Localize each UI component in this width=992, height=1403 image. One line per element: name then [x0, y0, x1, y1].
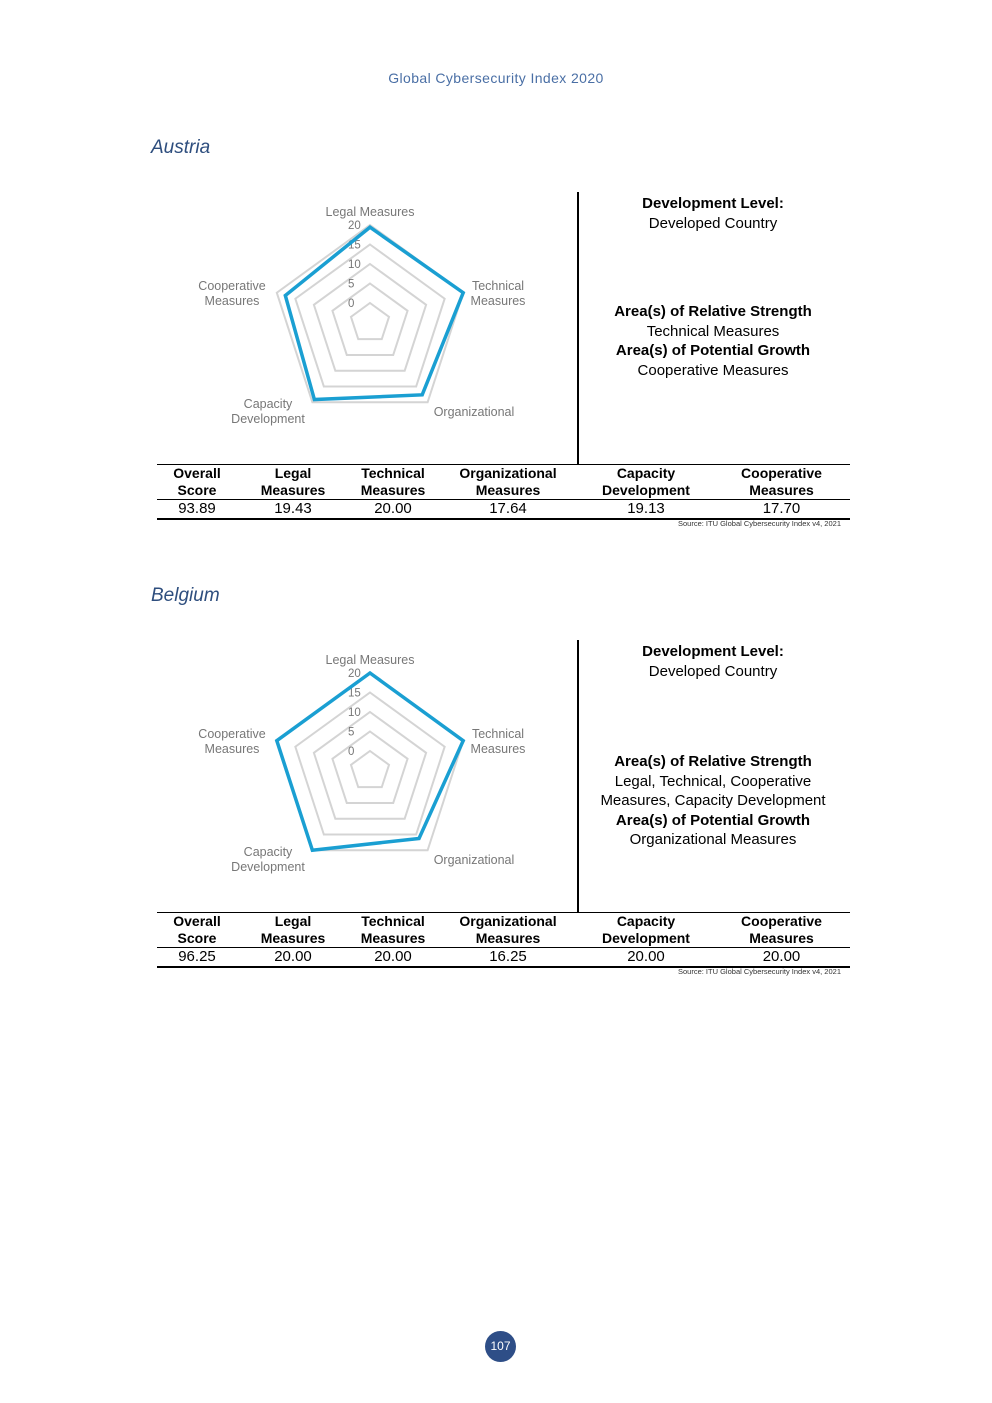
- col-cooperative-measures: Cooperative Measures: [713, 465, 850, 500]
- divider-line: [577, 192, 579, 464]
- score-table-header-row: [157, 913, 850, 948]
- col-legal-measures: Legal Measures: [237, 465, 349, 500]
- relative-strength-value: Technical Measures: [646, 322, 780, 340]
- col-technical-measures: Technical Measures: [349, 913, 437, 948]
- development-level-value: Developed Country: [648, 662, 778, 680]
- grid-ring-5: [332, 284, 407, 355]
- radar-chart: [190, 648, 540, 888]
- tick-label: 15: [348, 239, 361, 252]
- axis-label: Technical Measures: [470, 279, 526, 308]
- technical-score-value: 20.00: [349, 948, 437, 968]
- grid-ring-5: [332, 732, 407, 803]
- col-capacity-development: Capacity Development: [579, 913, 713, 948]
- areas-box: [584, 752, 842, 850]
- source-note: Source: ITU Global Cybersecurity Index v4, 2021: [678, 967, 841, 976]
- source-note: Source: ITU Global Cybersecurity Index v4, 2021: [678, 519, 841, 528]
- potential-growth-value: Cooperative Measures: [637, 361, 789, 379]
- country-section-austria: [0, 0, 992, 528]
- data-point: [313, 398, 316, 401]
- overall-score-value: 96.25: [157, 948, 237, 968]
- col-technical-measures: Technical Measures: [349, 465, 437, 500]
- grid-ring-20: [277, 225, 463, 402]
- development-level-box: [584, 194, 842, 233]
- cooperative-score-value: 20.00: [713, 948, 850, 968]
- country-title: Belgium: [151, 585, 220, 606]
- document-header: Global Cybersecurity Index 2020: [388, 70, 604, 86]
- axis-label: Cooperative Measures: [198, 727, 266, 756]
- country-section-belgium: [0, 448, 992, 976]
- axis-label: Capacity Development: [231, 845, 305, 874]
- relative-strength-value: Measures, Capacity Development: [600, 792, 826, 809]
- score-table: [157, 912, 850, 968]
- axis-label: Organizational: [433, 853, 515, 867]
- tick-label: 5: [348, 278, 355, 291]
- data-point: [418, 837, 421, 840]
- col-organizational-measures: Organizational Measures: [437, 913, 579, 948]
- data-point: [462, 739, 465, 742]
- grid-ring-0: [351, 303, 389, 339]
- grid-ring-0: [351, 751, 389, 787]
- legal-score-value: 19.43: [237, 500, 349, 520]
- data-point: [284, 294, 287, 297]
- data-point: [369, 672, 372, 675]
- cooperative-score-value: 17.70: [713, 500, 850, 520]
- tick-label: 20: [348, 668, 361, 680]
- divider-line: [577, 640, 579, 912]
- areas-box: [584, 302, 842, 380]
- relative-strength-value: Legal, Technical, Cooperative: [614, 772, 812, 790]
- axis-label: Technical Measures: [470, 727, 526, 756]
- tick-label: 10: [348, 707, 361, 719]
- tick-label: 0: [348, 746, 355, 758]
- development-level-value: Developed Country: [648, 214, 778, 232]
- development-level-box: [584, 642, 842, 681]
- page-number: 107: [485, 1331, 516, 1362]
- data-point: [369, 226, 372, 229]
- capacity-score-value: 19.13: [579, 500, 713, 520]
- axis-label: Legal Measures: [325, 653, 415, 667]
- col-overall-score: Overall Score: [157, 913, 237, 948]
- country-title: Austria: [151, 137, 211, 158]
- organizational-score-value: 16.25: [437, 948, 579, 968]
- data-point: [311, 849, 314, 852]
- data-point: [462, 291, 465, 294]
- radar-chart: [190, 200, 540, 440]
- col-legal-measures: Legal Measures: [237, 913, 349, 948]
- tick-label: 15: [348, 687, 361, 700]
- axis-label: Legal Measures: [325, 205, 415, 219]
- score-table-row: [157, 948, 850, 968]
- col-capacity-development: Capacity Development: [579, 465, 713, 500]
- organizational-score-value: 17.64: [437, 500, 579, 520]
- relative-strength-label: Area(s) of Relative Strength: [614, 753, 812, 770]
- tick-label: 20: [348, 220, 361, 232]
- technical-score-value: 20.00: [349, 500, 437, 520]
- potential-growth-value: Organizational Measures: [629, 831, 797, 848]
- axis-label: Organizational: [433, 405, 515, 419]
- potential-growth-label: Area(s) of Potential Growth: [615, 811, 811, 829]
- axis-label: Capacity Development: [231, 397, 305, 426]
- axis-label: Cooperative Measures: [198, 279, 266, 308]
- tick-label: 10: [348, 259, 361, 271]
- data-point: [421, 393, 424, 396]
- overall-score-value: 93.89: [157, 500, 237, 520]
- development-level-label: Development Level:: [642, 643, 784, 660]
- col-organizational-measures: Organizational Measures: [437, 465, 579, 500]
- tick-label: 5: [348, 726, 355, 739]
- legal-score-value: 20.00: [237, 948, 349, 968]
- development-level-label: Development Level:: [642, 195, 784, 212]
- col-overall-score: Overall Score: [157, 465, 237, 500]
- capacity-score-value: 20.00: [579, 948, 713, 968]
- tick-label: 0: [348, 298, 355, 310]
- relative-strength-label: Area(s) of Relative Strength: [614, 303, 812, 320]
- col-cooperative-measures: Cooperative Measures: [713, 913, 850, 948]
- potential-growth-label: Area(s) of Potential Growth: [615, 342, 811, 359]
- data-point: [275, 739, 278, 742]
